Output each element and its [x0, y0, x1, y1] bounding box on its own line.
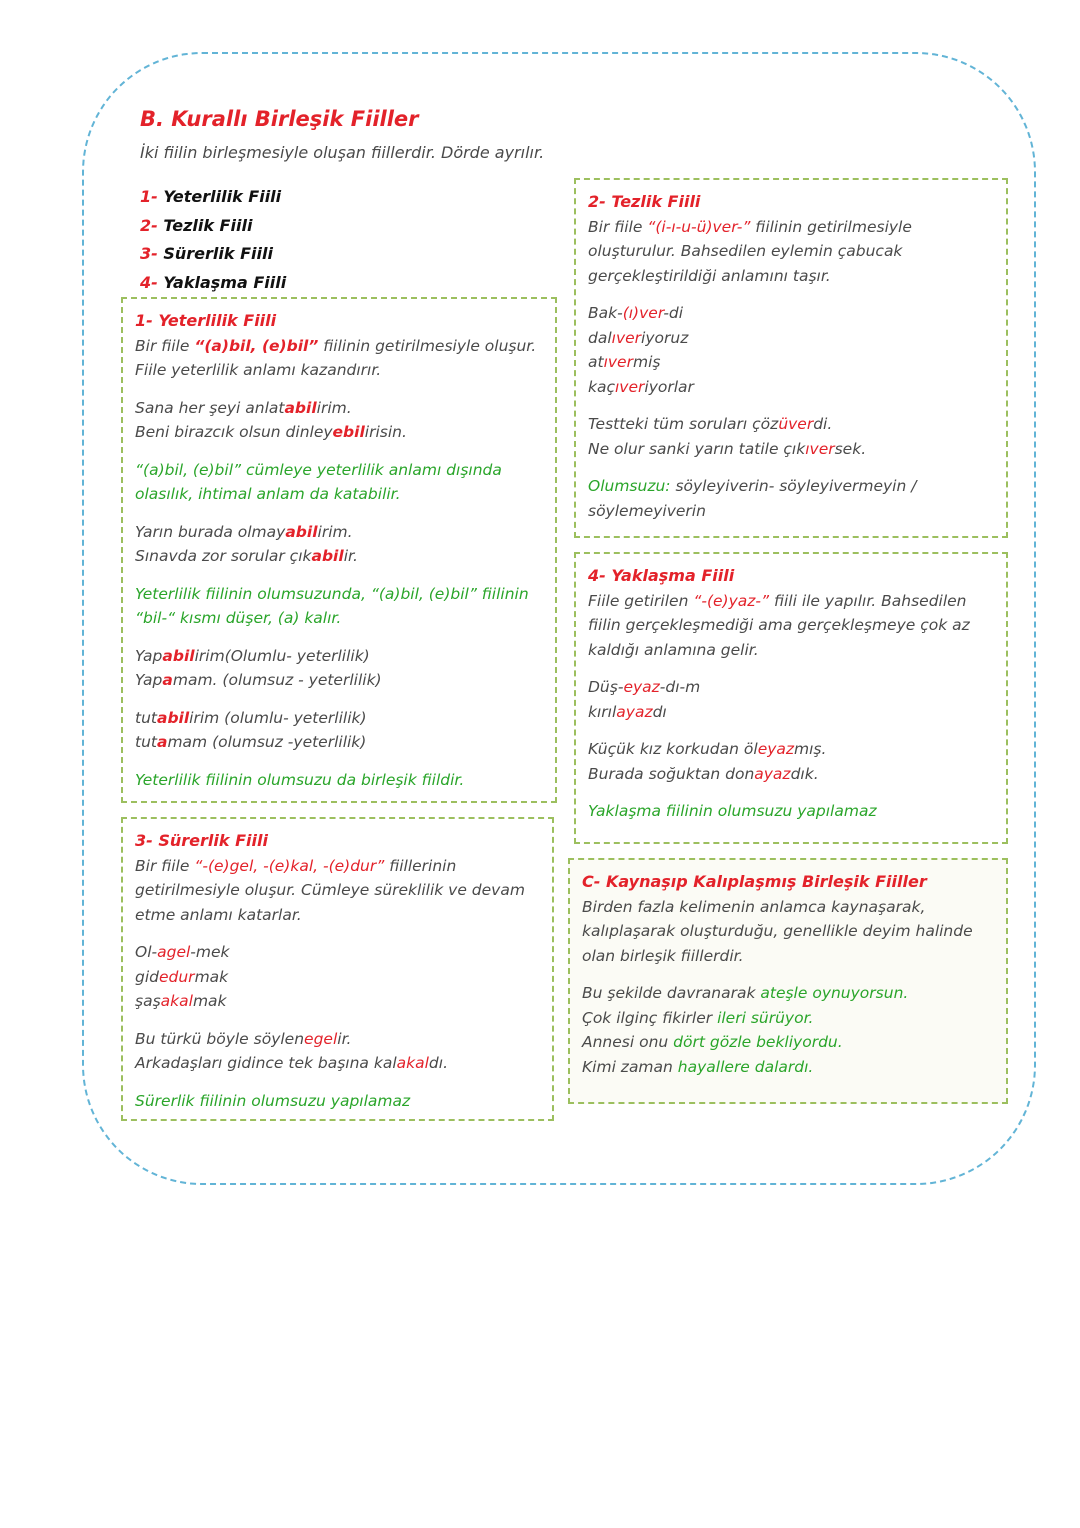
toc-list: [140, 183, 286, 297]
kaynasip-box: [568, 858, 1008, 1104]
page-subtitle: İki fiilin birleşmesiyle oluşan fiillerdir. Dörde ayrılır.: [140, 143, 545, 162]
tezlik-box: [574, 178, 1008, 538]
surerlik-note: Sürerlik fiilinin olumsuzu yapılamaz: [135, 1091, 411, 1110]
toc-item: 3- Sürerlik Fiili: [140, 244, 273, 263]
yeterlilik-examples: Yapabilirim(Olumlu- yeterlilik) Yapamam. (olumsuz - yeterlilik): [135, 646, 382, 689]
yeterlilik-examples: Sana her şeyi anlatabilirim. Beni birazcık olsun dinleyebilirisin.: [135, 398, 407, 441]
yeterlilik-examples: Yarın burada olmayabilirim. Sınavda zor sorular çıkabilir.: [135, 522, 358, 565]
yeterlilik-note: Yeterlilik fiilinin olumsuzunda, “(a)bil, (e)bil” fiilinin “bil-“ kısmı düşer, (a) kalır.: [135, 584, 529, 627]
surerlik-examples: Ol-agel-mek gidedurmak şaşakalmak: [135, 943, 230, 1010]
yeterlilik-examples: tutabilirim (olumlu- yeterlilik) tutamam (olumsuz -yeterlilik): [135, 708, 367, 751]
surerlik-box: [121, 817, 554, 1121]
yaklasma-examples: Küçük kız korkudan öleyazmış. Burada soğuktan donayazdık.: [588, 740, 827, 783]
yeterlilik-definition: 1- Yeterlilik Fiili Bir fiile “(a)bil, (e)bil” fiilinin getirilmesiyle oluşur. Fiile yeterlilik anlamı kazandırır.: [135, 311, 537, 379]
surerlik-examples: Bu türkü böyle söylenegelir. Arkadaşları gidince tek başına kalakaldı.: [135, 1029, 448, 1072]
page-title: B. Kurallı Birleşik Fiiller: [140, 107, 419, 131]
kaynasip-definition: C- Kaynaşıp Kalıplaşmış Birleşik Fiiller Birden fazla kelimenin anlamca kaynaşarak, kalıplaşarak oluşturduğu, genellikle deyim halinde olan birleşik fiillerdir.: [582, 872, 973, 965]
surerlik-definition: 3- Sürerlik Fiili Bir fiile “-(e)gel, -(e)kal, -(e)dur” fiillerinin getirilmesiyle oluşur. Cümleye süreklilik ve devam etme anlamı katarlar.: [135, 831, 525, 924]
tezlik-definition: 2- Tezlik Fiili Bir fiile “(i-ı-u-ü)ver-” fiilinin getirilmesiyle oluşturulur. Bahsedilen eylemin çabucak gerçekleştirildiği anlamını taşır.: [588, 192, 912, 285]
tezlik-examples: Testteki tüm soruları çözüverdi. Ne olur sanki yarın tatile çıkıversek.: [588, 415, 867, 458]
yeterlilik-box: [121, 297, 557, 803]
yaklasma-note: Yaklaşma fiilinin olumsuzu yapılamaz: [588, 802, 877, 820]
toc-item: 2- Tezlik Fiili: [140, 215, 253, 235]
yaklasma-box: [574, 552, 1008, 844]
yeterlilik-note: “(a)bil, (e)bil” cümleye yeterlilik anlamı dışında olasılık, ihtimal anlam da katabilir.: [135, 460, 502, 503]
yeterlilik-note: Yeterlilik fiilinin olumsuzu da birleşik fiildir.: [135, 770, 465, 789]
tezlik-examples: Bak-(ı)ver-di dalıveriyoruz atıvermiş kaçıveriyorlar: [588, 304, 694, 396]
yaklasma-definition: 4- Yaklaşma Fiili Fiile getirilen “-(e)yaz-” fiili ile yapılır. Bahsedilen fiilin gerçekleşmediği ama gerçekleşmeye çok az kaldığı anlamına gelir.: [588, 566, 970, 659]
toc-item: 4- Yaklaşma Fiili: [140, 272, 287, 292]
kaynasip-examples: Bu şekilde davranarak ateşle oynuyorsun. Çok ilginç fikirler ileri sürüyor. Annesi onu dört gözle bekliyordu. Kimi zaman hayallere dalardı.: [582, 984, 909, 1076]
tezlik-negative: Olumsuzu: söyleyiverin- söyleyivermeyin / söylemeyiverin: [588, 477, 917, 520]
toc-item: 1- Yeterlilik Fiili: [140, 187, 282, 206]
yaklasma-examples: Düş-eyaz-dı-m kırılayazdı: [588, 678, 701, 721]
